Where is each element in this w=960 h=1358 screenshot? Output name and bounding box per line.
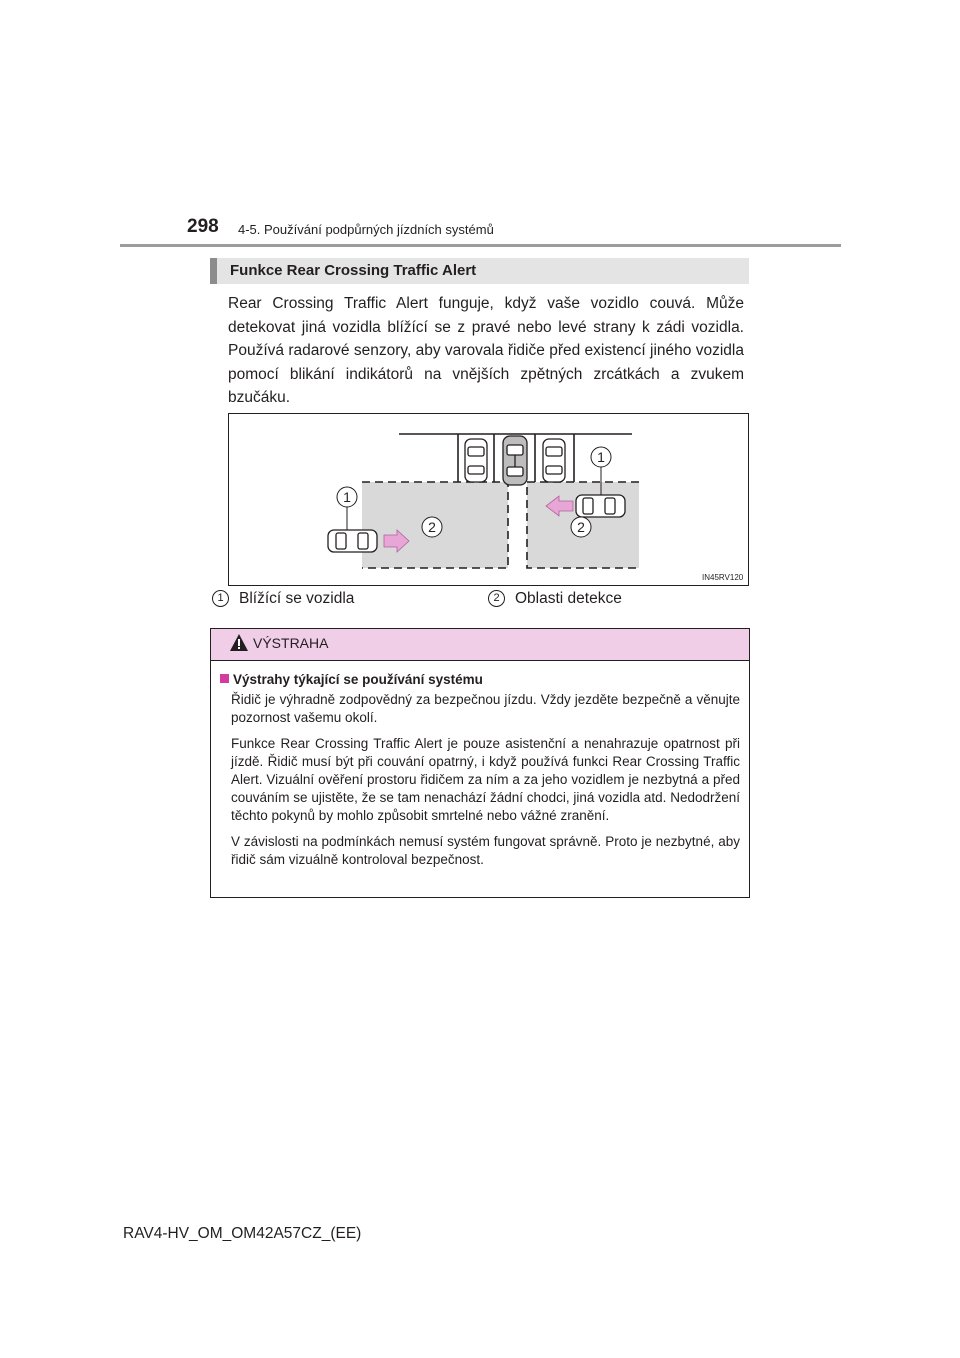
warning-triangle-icon: [229, 633, 249, 652]
callout-label: 2: [577, 519, 585, 535]
section-title: Funkce Rear Crossing Traffic Alert: [230, 262, 477, 279]
parked-car: [465, 439, 487, 482]
legend-label: Oblasti detekce: [515, 590, 622, 607]
warning-box: [210, 628, 750, 898]
callout-label: 1: [597, 449, 605, 465]
intro-paragraph: Rear Crossing Traffic Alert funguje, když vaše vozidlo couvá. Může detekovat jiná vozidla blížící se z pravé nebo levé strany k zádi vozidla. Používá radarové senzory, aby varovala řidiče před existencí jiného vozidla pomocí blikání indikátorů na vnějších zpětných zrcátkách a zvukem bzučáku.: [228, 295, 744, 406]
warning-title: VÝSTRAHA: [253, 635, 329, 651]
page-number: 298: [187, 216, 219, 237]
callout-label: 1: [343, 489, 351, 505]
section-heading: [210, 258, 749, 284]
warning-paragraph: Řidič je výhradně zodpovědný za bezpečnou jízdu. Vždy jezděte bezpečně a věnujte pozornost vašemu okolí.: [231, 692, 740, 725]
approaching-vehicle-right: [576, 495, 625, 517]
figure-code: IN45RV120: [702, 573, 744, 582]
warning-paragraph: V závislosti na podmínkách nemusí systém fungovat správně. Proto je nezbytné, aby řidič sám vizuálně kontroloval bezpečnost.: [231, 834, 740, 867]
bullet-square-icon: [220, 674, 229, 683]
warning-header: [211, 629, 749, 661]
parked-car: [543, 439, 565, 482]
legend-number: 2: [488, 590, 505, 607]
legend-item: [488, 590, 622, 608]
reversing-car: [503, 436, 527, 485]
legend-number: 1: [212, 590, 229, 607]
document-code: RAV4-HV_OM_OM42A57CZ_(EE): [123, 1225, 362, 1242]
callout-label: 2: [428, 519, 436, 535]
warning-paragraph: Funkce Rear Crossing Traffic Alert je pouze asistenční a nenahrazuje opatrnost při jízdě. Řidič musí být při couvání opatrný, i když používá funkci Rear Crossing Traffic Alert. Vizuální ověření prostoru řidičem za ním a za jeho vozidlem je nezbytná a před couváním se ujistěte, že se tam nenachází žádní chodci, jiná vozidla atd. Nedodržení těchto pokynů by mohlo způsobit smrtelné nebo vážné zranění.: [231, 736, 740, 823]
legend-item: [212, 590, 354, 608]
detection-diagram: [228, 413, 749, 586]
approaching-vehicle-left: [328, 530, 377, 552]
warning-heading: Výstrahy týkající se používání systému: [220, 672, 740, 687]
legend-label: Blížící se vozidla: [239, 590, 355, 607]
header-divider: [120, 244, 841, 247]
warning-body: [211, 661, 749, 869]
chapter-title: 4-5. Používání podpůrných jízdních systémů: [238, 222, 494, 237]
